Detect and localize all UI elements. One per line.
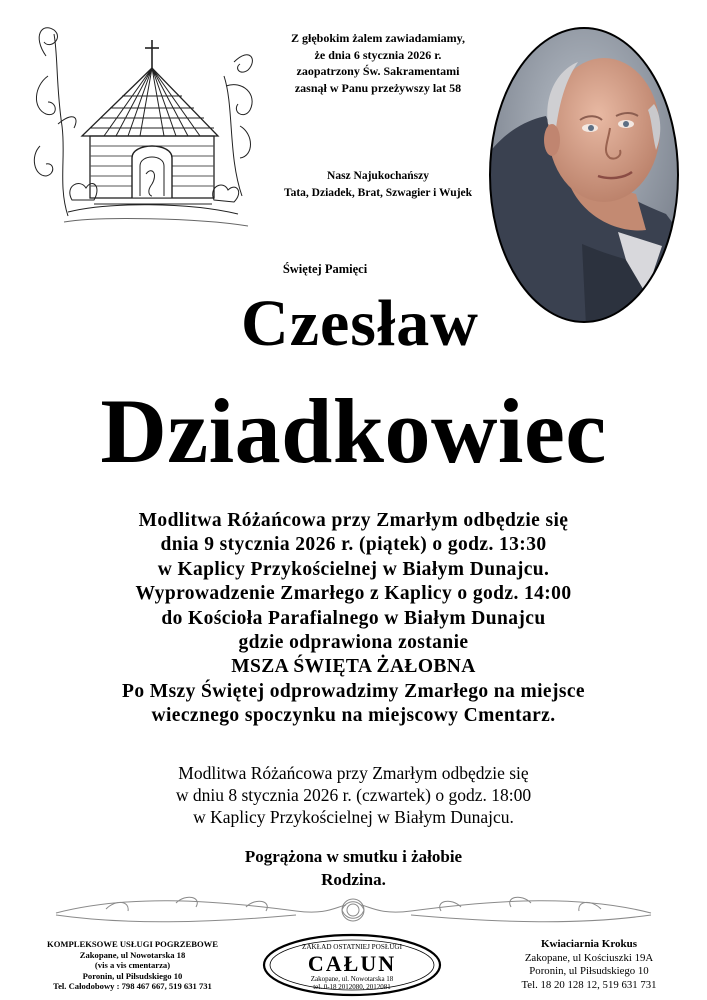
last-name: Dziadkowiec — [100, 380, 607, 482]
funeral-home-phone: Tel. Całodobowy : 798 467 667, 519 631 731 — [53, 981, 212, 992]
florist-name: Kwiaciarnia Krokus — [540, 938, 638, 950]
funeral-details — [10, 509, 697, 729]
intro-line: zaopatrzony Św. Sakramentami — [296, 64, 460, 78]
funeral-home-line: KOMPLEKSOWE USŁUGI POGRZEBOWE — [47, 939, 218, 949]
logo-name: CAŁUN — [307, 951, 397, 976]
ornamental-divider — [46, 885, 661, 935]
intro-line: że dnia 6 stycznia 2026 r. — [314, 47, 442, 62]
logo-address: Zakopane, ul. Nowotarska 18 — [310, 975, 394, 983]
florist-line: Zakopane, ul Kościuszki 19A — [524, 951, 654, 964]
rosary-details — [30, 762, 677, 828]
chapel-illustration — [28, 16, 264, 234]
florist-line: Poronin, ul Piłsudskiego 10 — [529, 965, 649, 977]
memory-label: Świętej Pamięci — [282, 262, 368, 276]
florist-line: Tel. 18 20 128 12, 519 631 731 — [521, 978, 657, 991]
logo-phone: tel. 0-18 2012080, 2012081 — [313, 983, 391, 991]
detail-line: Wyprowadzenie Zmarłego z Kaplicy o godz. 14:00 — [135, 583, 572, 605]
detail-line: w Kaplicy Przykościelnej w Białym Dunajcu. — [157, 558, 550, 580]
funeral-home-line: Zakopane, ul Nowotarska 18 — [79, 949, 186, 960]
logo-top-text: ZAKŁAD OSTATNIEJ POSŁUGI — [301, 943, 403, 951]
funeral-home-line: (vis a vis cmentarza) — [94, 960, 171, 971]
detail-line: gdzie odprawiona zostanie — [238, 632, 469, 654]
rosary-line: w Kaplicy Przykościelnej w Białym Dunajcu. — [193, 807, 514, 827]
detail-line: dnia 9 stycznia 2026 r. (piątek) o godz. 13:30 — [160, 534, 547, 556]
family-line: Tata, Dziadek, Brat, Szwagier i Wujek — [283, 187, 473, 199]
rosary-line: Modlitwa Różańcowa przy Zmarłym odbędzie się — [178, 763, 529, 783]
first-name: Czesław — [241, 287, 479, 360]
rosary-line: w dniu 8 stycznia 2026 r. (czwartek) o godz. 18:00 — [175, 785, 532, 805]
detail-line: Po Mszy Świętej odprowadzimy Zmarłego na miejsce — [122, 680, 585, 702]
deceased-portrait — [486, 24, 682, 326]
family-relation — [268, 168, 488, 202]
detail-line: do Kościoła Parafialnego w Białym Dunajcu — [161, 607, 546, 629]
mourning-line: Pogrążona w smutku i żałobie — [244, 847, 463, 866]
detail-line: Modlitwa Różańcowa przy Zmarłym odbędzie się — [138, 510, 569, 531]
funeral-home-line: Poronin, ul Piłsudskiego 10 — [82, 970, 183, 981]
intro-line: Z głębokim żalem zawiadamiamy, — [291, 31, 465, 45]
announcement-intro — [268, 30, 488, 96]
florist-info — [478, 938, 700, 992]
family-line: Nasz Najukochańszy — [327, 170, 429, 182]
detail-line: wiecznego spoczynku na miejscowy Cmentarz. — [151, 705, 556, 727]
calun-logo — [262, 933, 442, 997]
intro-line: zasnął w Panu przeżywszy lat 58 — [294, 80, 462, 95]
mourning-line: Rodzina. — [321, 870, 386, 889]
mass-heading: MSZA ŚWIĘTA ŻAŁOBNA — [231, 656, 476, 678]
funeral-home-info — [20, 939, 245, 992]
